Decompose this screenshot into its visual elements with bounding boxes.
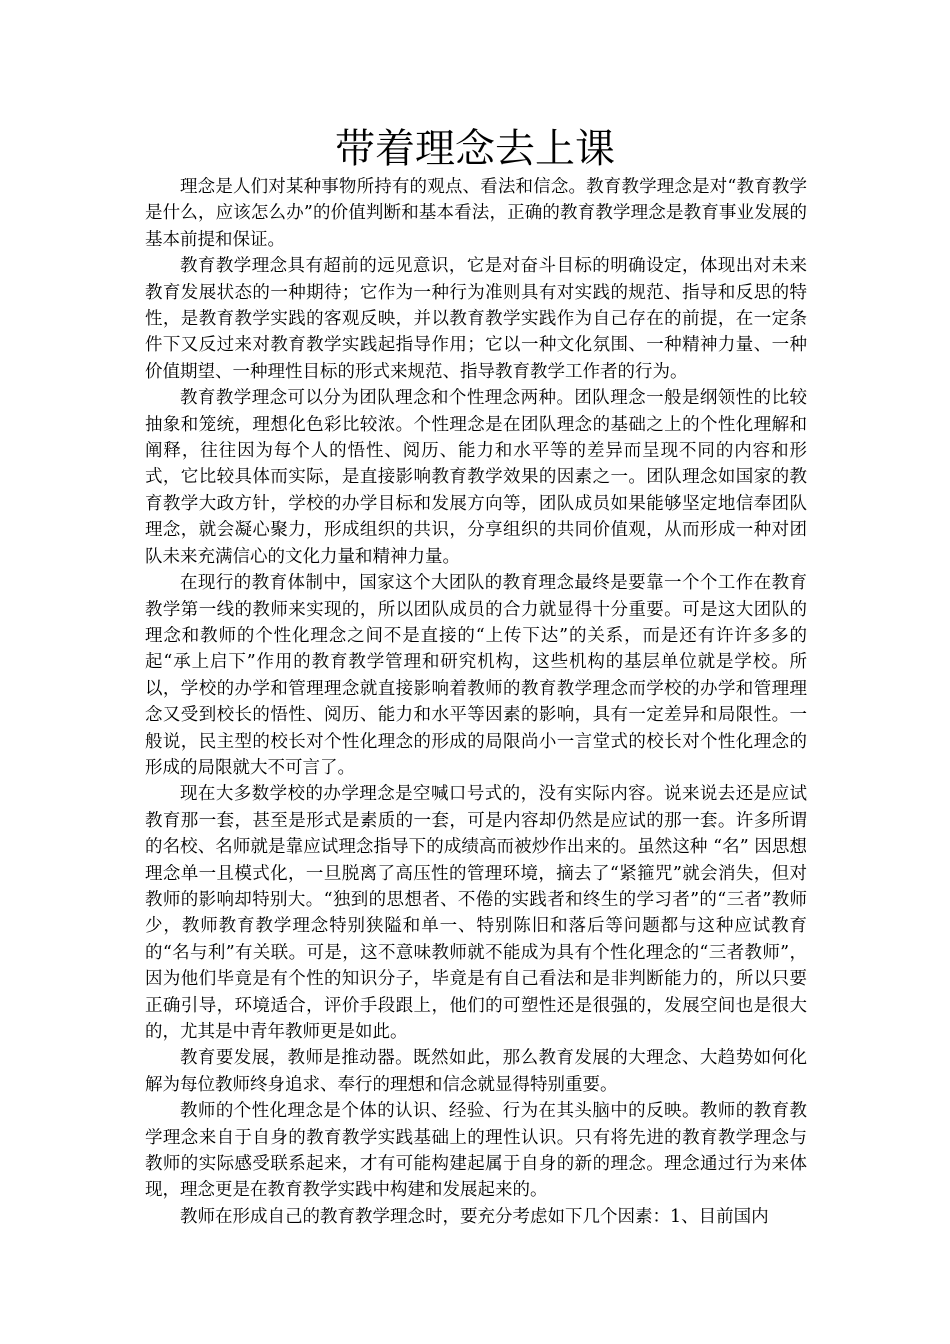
paragraph: 教育教学理念可以分为团队理念和个性理念两种。团队理念一般是纲领性的比较抽象和笼统，理想化色彩比较浓。个性理念是在团队理念的基础之上的个性化理解和阐释，往往因为每个人的悟性、阅历、能力和水平等的差异而呈现不同的内容和形式，它比较具体而实际，是直接影响教育教学效果的因素之一。团队理念如国家的教育教学大政方针，学校的办学目标和发展方向等，团队成员如果能够坚定地信奉团队理念，就会凝心聚力，形成组织的共识，分享组织的共同价值观，从而形成一种对团队未来充满信心的文化力量和精神力量。 [145, 388, 807, 567]
document-body [145, 174, 807, 1230]
paragraph: 教育教学理念具有超前的远见意识，它是对奋斗目标的明确设定，体现出对未来教育发展状态的一种期待；它作为一种行为准则具有对实践的规范、指导和反思的特性，是教育教学实践的客观反映，并以教育教学实践作为自己存在的前提，在一定条件下又反过来对教育教学实践起指导作用；它以一种文化氛围、一种精神力量、一种价值期望、一种理性目标的形式来规范、指导教育教学工作者的行为。 [145, 256, 807, 382]
paragraph: 现在大多数学校的办学理念是空喊口号式的，没有实际内容。说来说去还是应试教育那一套，甚至是形式是素质的一套，可是内容却仍然是应试的那一套。许多所谓的名校、名师就是靠应试理念指导下的成绩高而被炒作出来的。虽然这种 “名” 因思想理念单一且模式化，一旦脱离了高压性的管理环境，摘去了“紧箍咒”就会消失，但对教师的影响却特别大。“独到的思想者、不倦的实践者和终生的学习者”的“三者”教师少，教师教育教学理念特别狭隘和单一、特别陈旧和落后等问题都与这种应试教育的“名与利”有关联。可是，这不意味教师就不能成为具有个性化理念的“三者教师”，因为他们毕竟是有个性的知识分子，毕竟是有自己看法和是非判断能力的，所以只要正确引导，环境适合，评价手段跟上，他们的可塑性还是很强的，发展空间也是很大的，尤其是中青年教师更是如此。 [145, 784, 807, 1042]
paragraph: 教师在形成自己的教育教学理念时，要充分考虑如下几个因素：1、目前国内 [180, 1206, 769, 1227]
paragraph: 教师的个性化理念是个体的认识、经验、行为在其头脑中的反映。教师的教育教学理念来自于自身的教育教学实践基础上的理性认识。只有将先进的教育教学理念与教师的实际感受联系起来，才有可能构建起属于自身的新的理念。理念通过行为来体现，理念更是在教育教学实践中构建和发展起来的。 [145, 1101, 807, 1201]
paragraph: 教育要发展，教师是推动器。既然如此，那么教育发展的大理念、大趋势如何化解为每位教师终身追求、奉行的理想和信念就显得特别重要。 [145, 1048, 807, 1095]
document-title: 带着理念去上课 [335, 126, 615, 172]
paragraph: 理念是人们对某种事物所持有的观点、看法和信念。教育教学理念是对“教育教学是什么，应该怎么办”的价值判断和基本看法，正确的教育教学理念是教育事业发展的基本前提和保证。 [145, 177, 807, 250]
paragraph: 在现行的教育体制中，国家这个大团队的教育理念最终是要靠一个个工作在教育教学第一线的教师来实现的，所以团队成员的合力就显得十分重要。可是这大团队的理念和教师的个性化理念之间不是直接的“上传下达”的关系，而是还有许许多多的起“承上启下”作用的教育教学管理和研究机构，这些机构的基层单位就是学校。所以，学校的办学和管理理念就直接影响着教师的教育教学理念而学校的办学和管理理念又受到校长的悟性、阅历、能力和水平等因素的影响，具有一定差异和局限性。一般说，民主型的校长对个性化理念的形成的局限尚小一言堂式的校长对个性化理念的形成的局限就大不可言了。 [145, 573, 807, 778]
